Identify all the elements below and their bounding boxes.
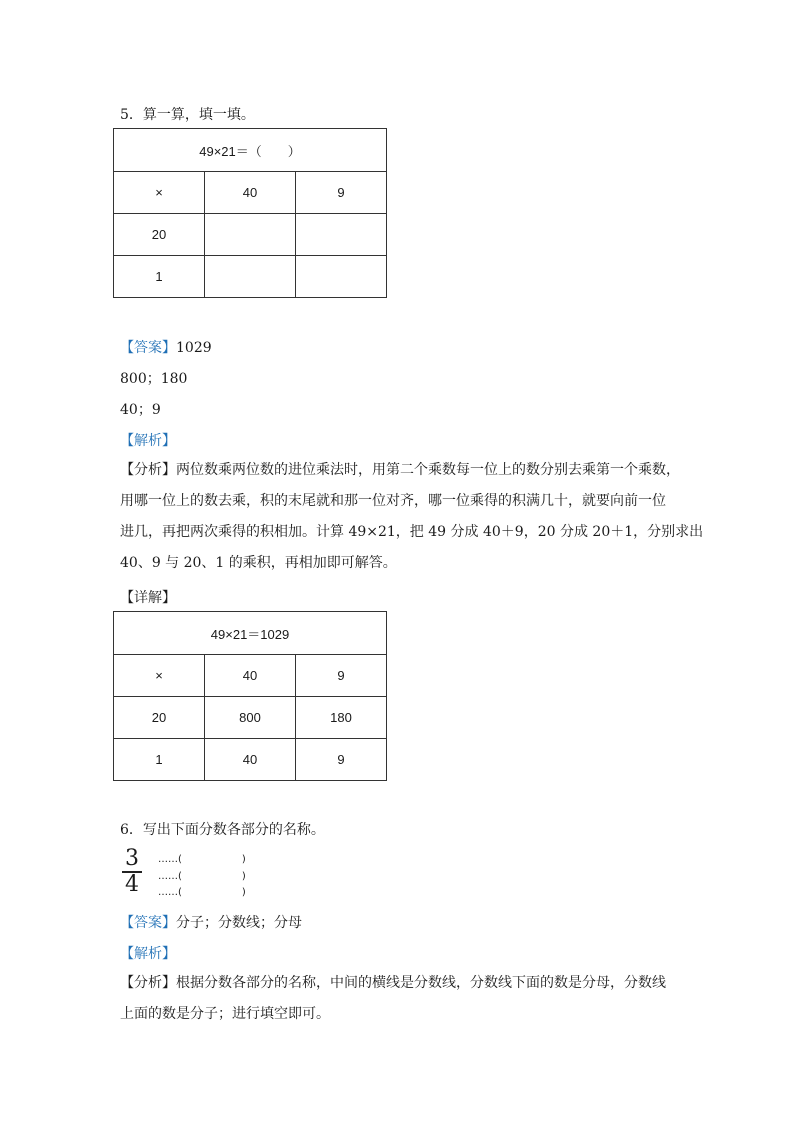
fraction-numerator: 3	[125, 846, 139, 871]
analysis-line: 40、9 与 20、1 的乘积，再相加即可解答。	[120, 555, 397, 571]
question-5-title: 5．算一算，填一填。	[120, 107, 255, 123]
analysis-line: 用哪一位上的数去乘，积的末尾就和那一位对齐，哪一位乘得的积满几十，就要向前一位	[120, 493, 666, 509]
table-cell-blank	[296, 256, 387, 298]
table-cell: 800	[205, 697, 296, 739]
table-cell: 20	[114, 214, 205, 256]
table-cell: 9	[296, 172, 387, 214]
table-cell: 9	[296, 655, 387, 697]
table-cell: 20	[114, 697, 205, 739]
table-cell: 9	[296, 739, 387, 781]
detail-table	[113, 611, 387, 781]
table-cell: 40	[205, 172, 296, 214]
table-cell: ×	[114, 655, 205, 697]
answer-value: 分子；分数线；分母	[176, 915, 302, 931]
table-cell: 40	[205, 655, 296, 697]
fenxi-tag: 【分析】	[120, 462, 176, 478]
answer-6-line	[120, 912, 302, 932]
answer-5-line-3: 40；9	[120, 402, 161, 418]
table-header-cell: 49×21＝（ ）	[114, 129, 387, 172]
detail-tag: 【详解】	[120, 590, 176, 606]
table-cell-blank	[296, 214, 387, 256]
analysis-line: 进几，再把两次乘得的积相加。计算 49×21，把 49 分成 40＋9，20 分成 20＋1，分别求出	[120, 524, 704, 540]
fraction-denominator: 4	[125, 872, 139, 897]
table-cell: 180	[296, 697, 387, 739]
analysis-line: 上面的数是分子；进行填空即可。	[120, 1006, 330, 1022]
question-6-title: 6．写出下面分数各部分的名称。	[120, 822, 325, 838]
answer-5-line	[120, 337, 212, 357]
fraction-figure	[122, 848, 142, 896]
answer-value: 1029	[176, 340, 212, 356]
table-header-cell: 49×21＝1029	[114, 612, 387, 655]
analysis-line: 【分析】两位数乘两位数的进位乘法时，用第二个乘数每一位上的数分别去乘第一个乘数，	[120, 462, 680, 478]
label-blank-denominator: ……( )	[158, 887, 246, 898]
table-cell: 40	[205, 739, 296, 781]
analysis-line: 【分析】根据分数各部分的名称，中间的横线是分数线，分数线下面的数是分母，分数线	[120, 975, 666, 991]
analysis-5-paragraph	[120, 455, 703, 579]
label-blank-numerator: ……( )	[158, 854, 246, 865]
question-5-table	[113, 128, 387, 298]
table-cell: 1	[114, 739, 205, 781]
table-cell-blank	[205, 214, 296, 256]
table-cell: 1	[114, 256, 205, 298]
analysis-tag: 【解析】	[120, 946, 176, 962]
table-cell: ×	[114, 172, 205, 214]
table-cell-blank	[205, 256, 296, 298]
answer-5-line-2: 800；180	[120, 371, 188, 387]
answer-tag: 【答案】	[120, 340, 176, 356]
analysis-6-paragraph	[120, 968, 666, 1030]
fenxi-tag: 【分析】	[120, 975, 176, 991]
analysis-tag: 【解析】	[120, 433, 176, 449]
label-blank-fraction-bar: ……( )	[158, 871, 246, 882]
answer-tag: 【答案】	[120, 915, 176, 931]
